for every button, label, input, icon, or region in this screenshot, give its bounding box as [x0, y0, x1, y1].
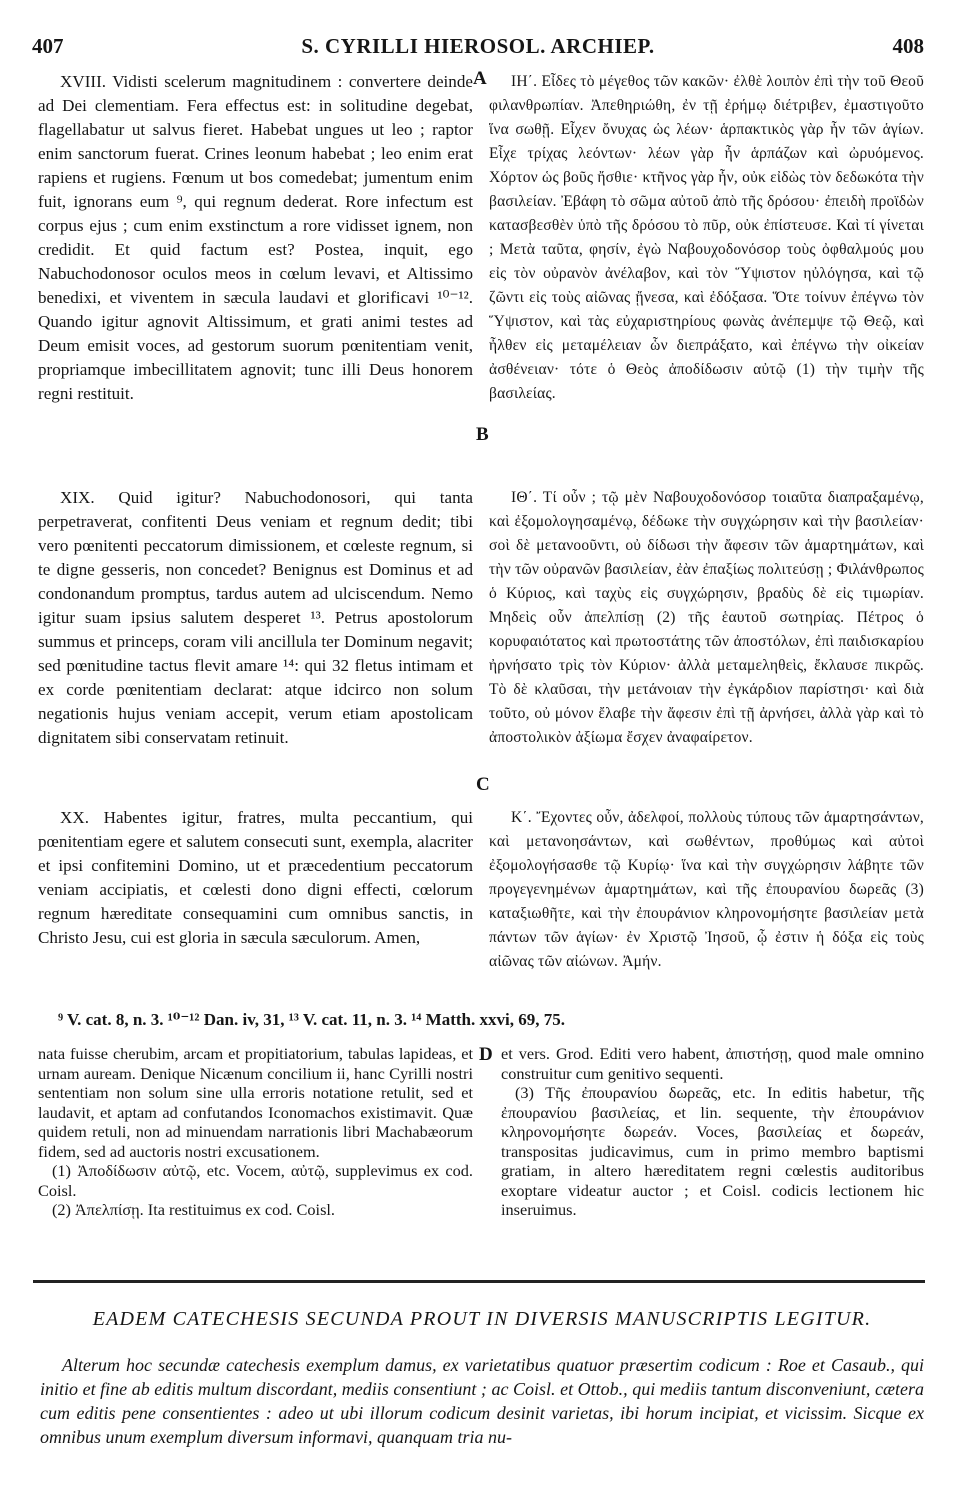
- greek-section-19: [489, 486, 924, 804]
- section-title: EADEM CATECHESIS SECUNDA PROUT IN DIVERSIS MANUSCRIPTIS LEGITUR.: [92, 1308, 872, 1330]
- greek-paragraph-18: ΙΗ΄. Εἶδες τὸ μέγεθος τῶν κακῶν· ἐλθὲ λοιπὸν ἐπὶ τὴν τοῦ Θεοῦ φιλανθρωπίαν. Ἀπεθηριώθη, ἐν τῇ ἐρήμῳ διέτριβεν, ἐμαστιγοῦτο ἵνα σωθῇ. Εἶχεν ὄνυχας ὡς λέων· ἁρπακτικὸς γὰρ ἦν τῶν ἁγίων. Εἶχε τρίχας λεόντων· λέων γὰρ ἦν ἁρπάζων καὶ ὠρυόμενος. Χόρτον ὡς βοῦς ἤσθιε· κτῆνος γὰρ ἦν, οὐκ εἰδὼς τὸν δεδωκότα τὴν βασιλείαν. Ἐβάφη τὸ σῶμα αὐτοῦ ἀπὸ τῆς δρόσου· ἐπειδὴ προϊδὼν κατασβεσθὲν ὑπὸ τῆς δρόσου τὸ πῦρ, οὐκ ἐπίστευσε. Καὶ τί γίνεται ; Μετὰ ταῦτα, φησίν, ἐγὼ Ναβουχοδονόσορ τοὺς ὀφθαλμούς μου εἰς τὸν οὐρανὸν ἀνέλαβον, καὶ τὸν Ὕψιστον ηὐλόγησα, καὶ τῷ ζῶντι εἰς τοὺς αἰῶνας ᾔνεσα, καὶ ἐδόξασα. Ὅτε τοίνυν ἐπέγνω τὸν Ὕψιστον, καὶ τὰς εὐχαριστηρίους φωνὰς ἀνέπεμψε τῷ Θεῷ, καὶ ἦλθεν εἰς μεταμέλειαν ὧν διεπράξατο, καὶ ἐπέγνω τὴν οἰκείαν ἀσθένειαν· τότε ὁ Θεὸς ἀποδίδωσιν αὐτῷ (1) τὴν τιμὴν τῆς βασιλείας.: [489, 73, 924, 402]
- note-1: (1) Ἀποδίδωσιν αὐτῷ, etc. Vocem, αὐτῷ, supplevimus ex cod. Coisl.: [38, 1161, 473, 1200]
- margin-marker-d: D: [479, 1044, 493, 1065]
- notes-left: [38, 1044, 473, 1250]
- intro-paragraph: Alterum hoc secundæ catechesis exemplum damus, ex varietatibus quatuor præsertim codicum : Roe et Casaub., qui initio et fine ab editis multum discordant, mediis consentiunt ; ac Coisl. et Ottob., qui mediis tantum disconveniunt, cætera cum editis pene consentientes : adeo ut ubi illorum codicum desinit varietas, ibi horum incipiat, et vicissim. Sicque ex omnibus unum exemplum diversum informavi, quanquam tria nu-: [40, 1355, 924, 1447]
- note-3: (3) Τῆς ἐπουρανίου δωρεᾶς, etc. In editis habetur, τῆς ἐπουρανίου βασιλείας, et lin. sequente, τὴν ἐπουράνιον κληρονομήσητε δωρεάν. Voces, βασιλείας et δωρεάν, transpositas judicavimus, cum in primo membro baptismi gratiam, in altero hæreditatem regni cœlestis auditoribus exoptare videatur auctor ; et Coisl. codicis lectionem hic inseruimus.: [501, 1083, 924, 1219]
- running-title: S. CYRILLI HIEROSOL. ARCHIEP.: [301, 34, 655, 58]
- margin-marker-b: B: [476, 424, 489, 445]
- margin-marker-c: C: [476, 774, 490, 795]
- note-continuation-right: et vers. Grod. Editi vero habent, ἀπιστήσῃ, quod male omnino construitur cum genitivo sequenti.: [501, 1044, 924, 1083]
- note-continuation-left: nata fuisse cherubim, arcam et propitiatorium, tabulas lapideas, et urnam auream. Denique Nicænum concilium ii, hanc Cyrilli nostri sententiam non solum sine ulla erroris notatione retulit, sed et laudavit, et aptam ad confutandos Iconomachos existimavit. Quæ quidem retuli, non ad minuendam narrationis libri Machabæorum fidem, sed ad auctoris nostri excusationem.: [38, 1044, 473, 1161]
- page-number-left: 407: [32, 34, 64, 58]
- footnote-references: ⁹ V. cat. 8, n. 3. ¹⁰⁻¹² Dan. iv, 31, ¹³ V. cat. 11, n. 3. ¹⁴ Matth. xxvi, 69, 75.: [58, 1010, 565, 1029]
- notes-right: [501, 1044, 924, 1250]
- latin-paragraph-20: XX. Habentes igitur, fratres, multa peccantium, qui pœnitentiam egere et salutem consecuti sunt, exempla, alacriter et ipsi confitemini Domino, ut et præcedentium peccatorum veniam accipiatis, et cœlesti dono digni effecti, cœlorum regnum hæreditate consequamini cum omnibus sanctis, in Christo Jesu, cui est gloria in sæcula sæculorum. Amen,: [38, 808, 473, 947]
- greek-section-18: [489, 70, 924, 478]
- margin-marker-a: A: [473, 68, 487, 89]
- page-number-right: 408: [892, 34, 924, 58]
- greek-section-20: [489, 806, 924, 998]
- section-divider: [33, 1280, 925, 1283]
- greek-paragraph-19: ΙΘ΄. Τί οὖν ; τῷ μὲν Ναβουχοδονόσορ τοιαῦτα διαπραξαμένῳ, καὶ ἐξομολογησαμένῳ, δέδωκε τὴν συγχώρησιν καὶ τὴν βασιλείαν· σοὶ δὲ μετανοοῦντι, οὐ δίδωσι τὴν ἄφεσιν τῶν ἁμαρτημάτων, καὶ τὴν τῶν οὐρανῶν βασιλείαν, ἐὰν ἐπαξίως πολιτεύσῃ ; Φιλάνθρωπος ὁ Κύριος, καὶ ταχὺς εἰς συγχώρησιν, βραδὺς δὲ εἰς τιμωρίαν. Μηδεὶς οὖν ἀπελπίσῃ (2) τῆς ἑαυτοῦ σωτηρίας. Πέτρος ὁ κορυφαιότατος καὶ πρωτοστάτης τῶν ἀποστόλων, ἐπὶ παιδισκαρίου ἠρνήσατο τρὶς τὸν Κύριον· ἀλλὰ μεταμεληθεὶς, ἔκλαυσε πικρῶς. Τὸ δὲ κλαῦσαι, τὴν μετάνοιαν τὴν ἐγκάρδιον παρίστησι· καὶ διὰ τοῦτο, οὐ μόνον ἔλαβε τὴν ἄφεσιν ἐπὶ τῇ ἀρνήσει, ἀλλὰ γὰρ καὶ τὸ ἀποστολικὸν ἀξίωμα ἔσχεν ἀναφαίρετον.: [489, 489, 924, 746]
- latin-paragraph-18: XVIII. Vidisti scelerum magnitudinem : convertere deinde ad Dei clementiam. Fera effectus est: in solitudine degebat, flagellabatur ut salvus fieret. Habebat ungues ut leo ; raptor enim sanctorum fuerat. Crines leonum habebat ; leo enim erat rapiens et rugiens. Fœnum ut bos comedebat; jumentum enim fuit, ignorans eum ⁹, qui regnum dederat. Rore infectum est corpus ejus ; cum enim exstinctum a rore vidisset ignem, non credidit. Et quid factum est? Postea, inquit, ego Nabuchodonosor oculos meos in cœlum levavi, et Altissimo benedixi, et viventem in sæcula laudavi et glorificavi ¹⁰⁻¹². Quando igitur agnovit Altissimum, et grati animi testes ad Deum emisit voces, ad gestorum suorum pœnitentiam venit, propriamque imbecillitatem agnovit; tunc illi Deus honorem regni restituit.: [38, 72, 473, 403]
- latin-section-20: [38, 806, 473, 998]
- latin-section-18: [38, 70, 473, 430]
- section-intro: [40, 1353, 924, 1449]
- latin-section-19: [38, 486, 473, 774]
- page-header: [32, 34, 924, 60]
- note-2: (2) Ἀπελπίσῃ. Ita restituimus ex cod. Coisl.: [52, 1200, 336, 1219]
- greek-paragraph-20: Κ΄. Ἔχοντες οὖν, ἀδελφοί, πολλοὺς τύπους τῶν ἁμαρτησάντων, καὶ μετανοησάντων, καὶ σωθέντων, προθύμως καὶ αὐτοὶ ἐξομολογήσασθε τῷ Κυρίῳ· ἵνα καὶ τὴν συγχώρησιν λάβητε τῶν προγεγενημένων ἁμαρτημάτων, καὶ τῆς ἐπουρανίου δωρεᾶς (3) καταξιωθῆτε, καὶ τὴν ἐπουράνιον κληρονομήσητε βασιλείαν μετὰ πάντων τῶν ἁγίων· ἐν Χριστῷ Ἰησοῦ, ᾧ ἐστιν ἡ δόξα εἰς τοὺς αἰῶνας τῶν αἰώνων. Ἀμήν.: [489, 809, 924, 970]
- latin-paragraph-19: XIX. Quid igitur? Nabuchodonosori, qui tanta perpetraverat, confitenti Deus veniam et regnum dedit; tibi vero pœnitenti peccatorum dimissionem, et cœleste regnum, si te digne gesseris, non concedet? Benignus est Dominus et ad condonandum promptus, tardus autem ad ulciscendum. Nemo igitur suam ipsius salutem desperet ¹³. Petrus apostolorum summus et princeps, coram vili ancillula ter Dominum negavit; sed pœnitudine tactus flevit amare ¹⁴: qui 32 fletus intimam et ex corde pœnitentiam declarat: atque idcirco non solum negationis hujus veniam accepit, verum etiam apostolicam dignitatem sibi conservatam retinuit.: [38, 488, 473, 747]
